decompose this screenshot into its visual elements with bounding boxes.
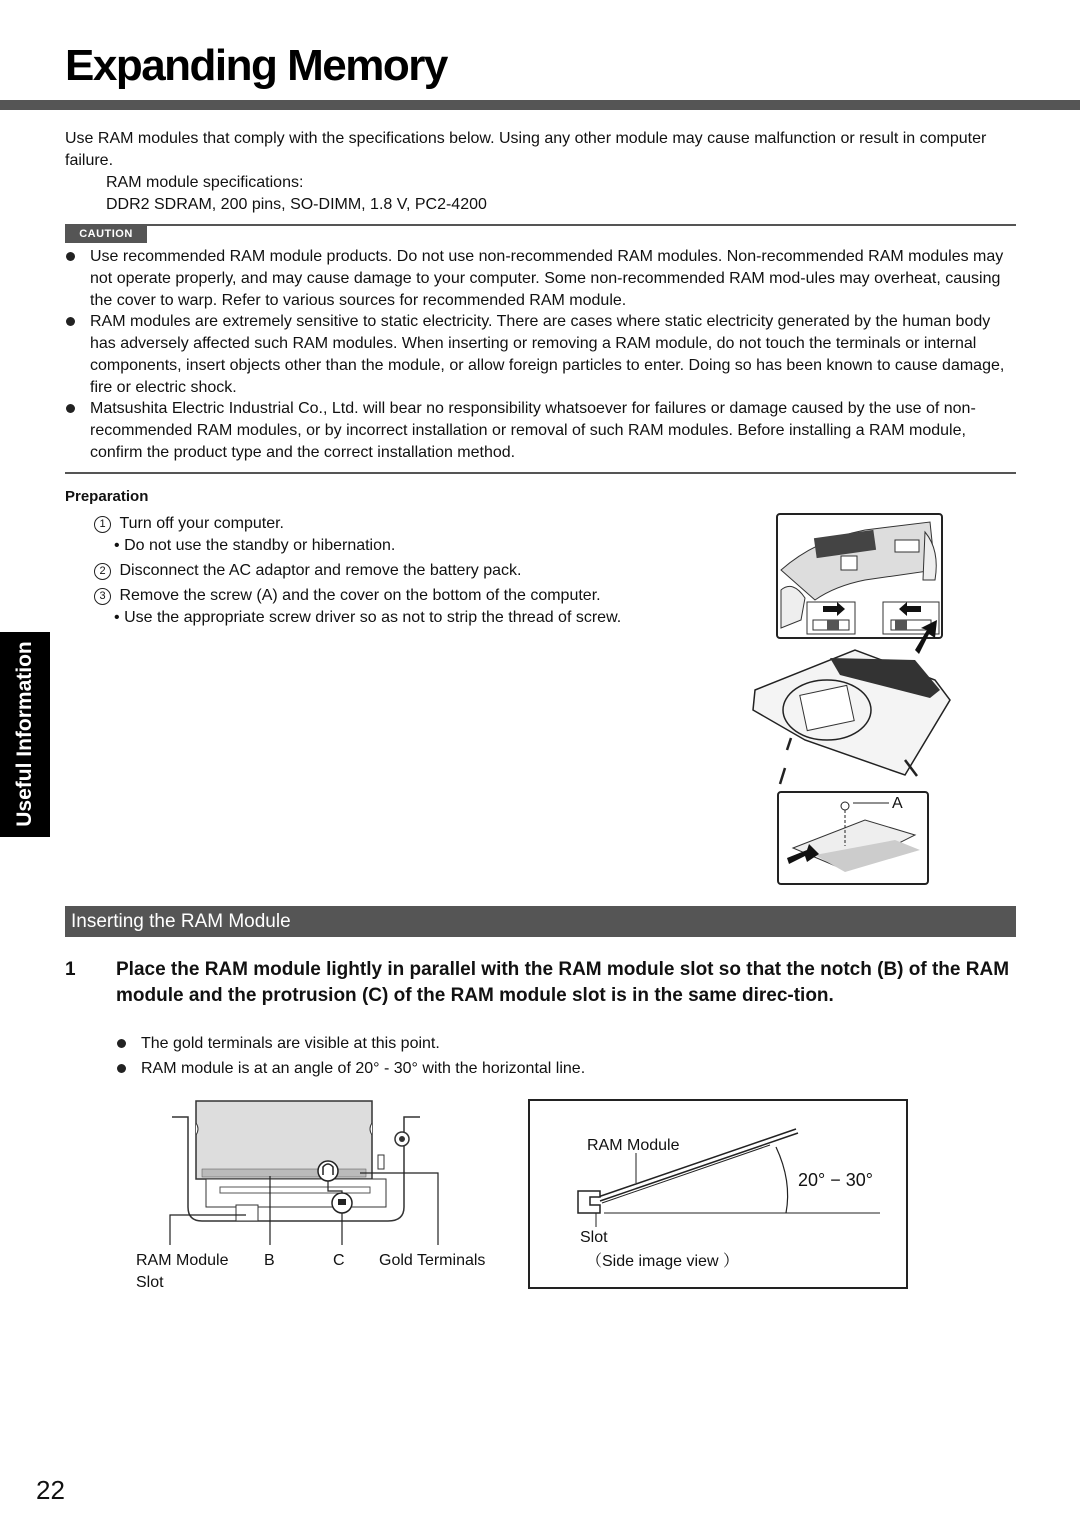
side-tab	[0, 632, 50, 837]
bullet-icon	[66, 404, 75, 413]
preparation-heading: Preparation	[65, 488, 149, 505]
step-text: Place the RAM module lightly in parallel with the RAM module slot so that the notch (B) of the RAM module and the protrusion (C) of the RAM module slot is in the same direc-tion.	[116, 959, 1010, 1006]
caution-rule	[65, 224, 1016, 226]
bullet-icon	[117, 1039, 126, 1048]
title-rule	[0, 100, 1080, 110]
prep-note: • Use the appropriate screw driver so as not to strip the thread of screw.	[114, 609, 622, 626]
step-number: 1	[65, 959, 76, 980]
angle-label: 20° − 30°	[798, 1170, 873, 1190]
step-text: Turn off your computer.	[119, 515, 284, 532]
prep-note: • Do not use the standby or hibernation.	[114, 537, 396, 554]
step-number: 3	[94, 588, 111, 605]
step-number: 2	[94, 563, 111, 580]
step-bullet: The gold terminals are visible at this point.	[141, 1035, 440, 1052]
page-title: Expanding Memory	[65, 41, 447, 90]
caution-item: Use recommended RAM module products. Do not use non-recommended RAM modules. Non-recommended RAM modules may not operate properly, and may cause damage to your computer. Some non-recommended RAM mod-ules may overheat, causing the cover to warp. Refer to various sources for recommended RAM module.	[90, 248, 1004, 309]
side-tab-label: Useful Information	[13, 641, 36, 827]
step-text: Remove the screw (A) and the cover on the bottom of the computer.	[119, 587, 601, 604]
ram-slot-label-2: Slot	[136, 1274, 164, 1291]
gold-terminals-label: Gold Terminals	[379, 1252, 486, 1269]
caution-end-rule	[65, 472, 1016, 474]
battery-cover-removal-illustration	[745, 510, 955, 890]
prep-step	[94, 560, 521, 582]
prep-step	[94, 513, 284, 535]
note-text: Use the appropriate screw driver so as not to strip the thread of screw.	[124, 609, 622, 626]
spec-value: DDR2 SDRAM, 200 pins, SO-DIMM, 1.8 V, PC2-4200	[106, 196, 487, 213]
caution-tag: CAUTION	[65, 226, 147, 243]
step-number: 1	[94, 516, 111, 533]
bullet-icon	[66, 317, 75, 326]
view-caption: （Side image view ）	[586, 1253, 739, 1270]
caution-item: Matsushita Electric Industrial Co., Ltd. will bear no responsibility whatsoever for failures or damage caused by the use of non-recommended RAM modules, or by incorrect installation or removal of such RAM modules. Before installing a RAM module, confirm the product type and the correct installation method.	[90, 400, 976, 461]
section-heading: Inserting the RAM Module	[65, 906, 1016, 937]
slot-label: Slot	[580, 1229, 608, 1246]
ram-module-top-view-illustration	[160, 1095, 450, 1245]
bullet-icon	[117, 1064, 126, 1073]
spec-label: RAM module specifications:	[106, 174, 304, 191]
caution-item: RAM modules are extremely sensitive to static electricity. There are cases where static electricity generated by the human body has adversely affected such RAM modules. When inserting or removing a RAM module, do not touch the terminals or internal components, insert objects other than the module, or allow foreign particles to enter. Doing so has been known to cause damage, fire or electric shock.	[90, 313, 1005, 396]
notch-label: B	[264, 1252, 275, 1269]
ram-module-label: RAM Module	[587, 1137, 680, 1154]
bullet-icon	[66, 252, 75, 261]
prep-step	[94, 585, 601, 607]
screw-label: A	[892, 795, 903, 812]
protrusion-label: C	[333, 1252, 345, 1269]
side-view-figure	[528, 1099, 908, 1289]
step-text: Disconnect the AC adaptor and remove the battery pack.	[119, 562, 522, 579]
intro-text: Use RAM modules that comply with the specifications below. Using any other module may cause malfunction or result in computer failure.	[65, 130, 987, 169]
ram-slot-label: RAM Module	[136, 1252, 229, 1269]
page-number: 22	[36, 1475, 65, 1505]
note-text: Do not use the standby or hibernation.	[124, 537, 396, 554]
step-bullet: RAM module is at an angle of 20° - 30° with the horizontal line.	[141, 1060, 586, 1077]
